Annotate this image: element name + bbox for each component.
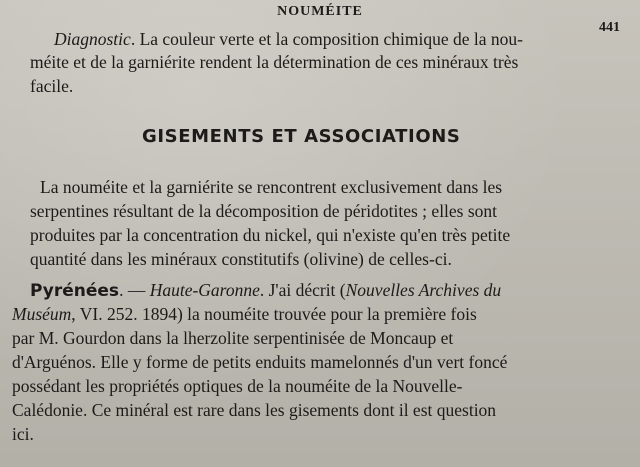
paragraph-2-line-7: ici.	[12, 424, 34, 444]
paragraph-1-line-1: La nouméite et la garniérite se rencontrent exclusivement dans les	[40, 177, 503, 197]
paragraph-2-line-3: par M. Gourdon dans la lherzolite serpentinisée de Moncaup et	[12, 328, 454, 348]
paragraph-2-line-5: possédant les propriétés optiques de la nouméite de la Nouvelle-	[12, 376, 463, 396]
diagnostic-line-1-text: . La couleur verte et la composition chimique de la nou-	[130, 29, 523, 49]
paragraph-2-line-1	[30, 279, 501, 302]
paragraph-1-line-3: produites par la concentration du nickel, qui n'existe qu'en très petite	[30, 225, 511, 245]
region-name: Pyrénées	[30, 281, 120, 301]
diagnostic-line-1	[54, 28, 523, 50]
paragraph-2-line-1-text: . J'ai décrit (	[259, 280, 346, 300]
paragraph-2-line-4: d'Arguénos. Elle y forme de petits enduits mamelonnés d'un vert foncé	[12, 352, 508, 372]
paragraph-2-line-2-text: , VI. 252. 1894) la nouméite trouvée pour la première fois	[71, 304, 477, 324]
diagnostic-line-3: facile.	[30, 76, 74, 96]
diagnostic-label: Diagnostic	[54, 29, 131, 49]
paragraph-2-line-6: Calédonie. Ce minéral est rare dans les gisements dont il est question	[12, 400, 497, 420]
running-head: NOUMÉITE	[277, 4, 363, 19]
region-dash: . —	[119, 280, 150, 300]
paragraph-1-line-2: serpentines résultant de la décomposition de péridotites ; elles sont	[30, 201, 498, 221]
journal-title-part-2: Muséum	[12, 304, 72, 324]
diagnostic-line-2: méite et de la garniérite rendent la détermination de ces minéraux très	[30, 52, 519, 72]
paragraph-2-line-2	[12, 303, 477, 325]
section-heading: GISEMENTS ET ASSOCIATIONS	[142, 126, 461, 147]
department-name: Haute-Garonne	[149, 280, 260, 300]
journal-title-part-1: Nouvelles Archives du	[345, 280, 502, 300]
page-number: 441	[599, 20, 620, 35]
paragraph-1-line-4: quantité dans les minéraux constitutifs (olivine) de celles-ci.	[30, 249, 452, 269]
